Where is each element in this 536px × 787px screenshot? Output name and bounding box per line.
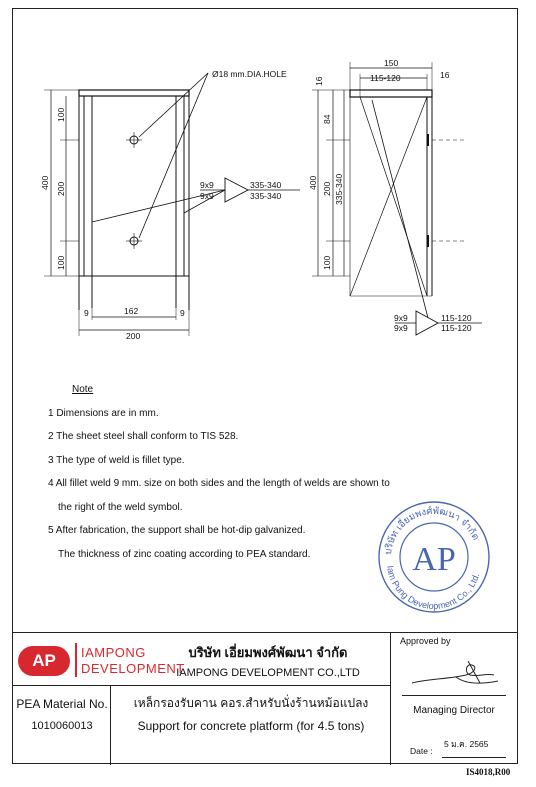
side-dim-thick-b: 16 xyxy=(440,70,450,80)
approved-by-label: Approved by xyxy=(400,636,451,646)
note-item-1: 1 Dimensions are in mm. xyxy=(48,407,159,419)
note-item-5: 5 After fabrication, the support shall be hot-dip galvanized. xyxy=(48,525,306,536)
note-item-5-continued: The thickness of zinc coating according to PEA standard. xyxy=(58,548,311,560)
description-eng: Support for concrete platform (for 4.5 tons) xyxy=(137,719,365,733)
logo-divider xyxy=(75,643,77,677)
weld-right-size-b: 9x9 xyxy=(394,323,408,333)
company-name-thai: บริษัท เอี่ยมพงศ์พัฒนา จำกัด xyxy=(188,645,348,660)
tb-divider-h1 xyxy=(12,685,390,686)
weld-length-b: 335-340 xyxy=(250,191,282,201)
front-view xyxy=(44,73,300,336)
weld-right-length-b: 115-120 xyxy=(441,323,472,333)
front-dim-flange-left: 9 xyxy=(84,308,89,318)
side-dim-lower: 100 xyxy=(322,255,332,270)
description-thai: เหล็กรองรับคาน คอร.สำหรับนั่งร้านหม้อแปลง xyxy=(133,696,369,710)
tb-divider-v2 xyxy=(390,633,391,765)
side-dim-middle: 200 xyxy=(322,181,332,196)
side-dim-upper: 84 xyxy=(322,114,332,124)
front-dim-flange-right: 9 xyxy=(180,308,185,318)
side-dim-thick-a: 16 xyxy=(314,76,324,86)
company-stamp xyxy=(373,496,495,618)
weld-size-b: 9x9 xyxy=(200,191,214,201)
front-dim-lower: 100 xyxy=(56,255,66,270)
tb-divider-v1 xyxy=(110,685,111,765)
front-dim-inner: 162 xyxy=(124,306,139,316)
note-item-4: 4 All fillet weld 9 mm. size on both sides and the length of welds are shown to xyxy=(48,478,390,489)
stamp-initials: AP xyxy=(412,541,456,578)
note-item-2: 2 The sheet steel shall conform to TIS 528. xyxy=(48,431,239,442)
note-item-4-continued: the right of the weld symbol. xyxy=(58,501,183,513)
logo-badge: AP xyxy=(18,646,70,676)
side-dim-top: 150 xyxy=(384,58,399,68)
pea-material-number: 1010060013 xyxy=(31,720,93,732)
date-line xyxy=(442,757,506,758)
weld-right-length-a: 115-120 xyxy=(441,313,472,323)
signature-line xyxy=(402,695,506,696)
note-item-3: 3 The type of weld is fillet type. xyxy=(48,454,185,466)
logo-text-line1: IAMPONG xyxy=(81,645,146,660)
stamp-thai-text: บริษัท เอี่ยมพงศ์พัฒนา จำกัด xyxy=(382,505,482,556)
notes-section xyxy=(48,378,390,566)
logo-text-line2: DEVELOPMENT xyxy=(81,661,185,676)
title-block xyxy=(12,632,518,765)
approver-title: Managing Director xyxy=(413,705,495,716)
company-name-eng: IAMPONG DEVELOPMENT CO.,LTD xyxy=(176,667,360,679)
side-dim-weld-length: 335-340 xyxy=(334,173,344,205)
front-dim-middle: 200 xyxy=(56,181,66,196)
weld-size-a: 9x9 xyxy=(200,180,214,190)
weld-right-size-a: 9x9 xyxy=(394,313,408,323)
front-dim-total: 400 xyxy=(40,175,50,190)
signature xyxy=(408,653,504,691)
stamp-eng-text: Iam Pung Development Co., Ltd. xyxy=(385,565,482,612)
date-value: 5 ม.ค. 2565 xyxy=(444,739,489,749)
front-dim-upper: 100 xyxy=(56,107,66,122)
weld-length-a: 335-340 xyxy=(250,180,282,190)
side-dim-total: 400 xyxy=(308,175,318,190)
side-dim-inner-top: 115-120 xyxy=(370,73,401,83)
notes-title: Note xyxy=(72,384,94,395)
date-label: Date : xyxy=(410,746,433,756)
pea-material-label: PEA Material No. xyxy=(16,697,108,711)
hole-label: Ø18 mm.DIA.HOLE xyxy=(212,69,287,79)
front-dim-overall: 200 xyxy=(126,331,141,341)
document-reference: IS4018,R00 xyxy=(466,767,511,777)
